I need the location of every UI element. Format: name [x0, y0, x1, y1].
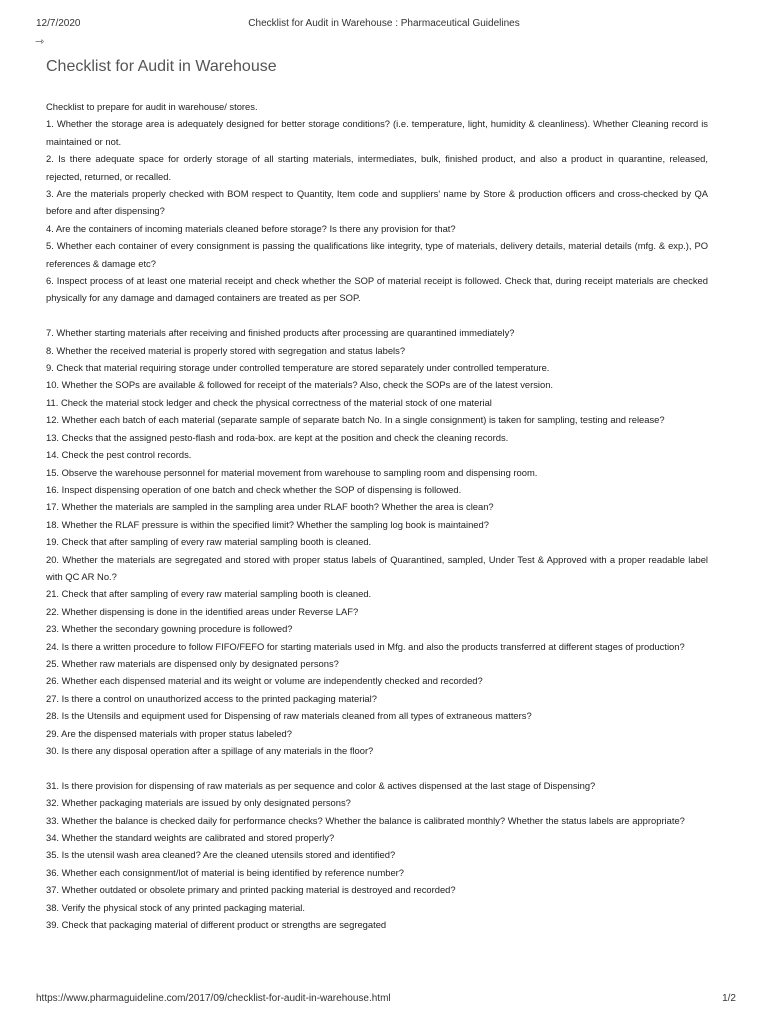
checklist-item: 1. Whether the storage area is adequately designed for better storage conditions? (i.e. temperature, light, humidity & cleanliness). Whether Cleaning record is maintained or not.: [46, 118, 708, 147]
print-header-title: Checklist for Audit in Warehouse : Pharmaceutical Guidelines: [248, 18, 520, 29]
checklist-item: 36. Whether each consignment/lot of material is being identified by reference number?: [46, 866, 405, 878]
checklist-item: 25. Whether raw materials are dispensed only by designated persons?: [46, 657, 339, 669]
checklist-item: 12. Whether each batch of each material (separate sample of separate batch No. In a single consignment) is taken for sampling, testing and release?: [46, 414, 665, 426]
page-header: [0, 18, 768, 32]
checklist-item: 35. Is the utensil wash area cleaned? Are the cleaned utensils stored and identified?: [46, 849, 396, 861]
checklist-item: 6. Inspect process of at least one material receipt and check whether the SOP of material receipt is followed. Check that, during receipt materials are checked physically for any damage and damaged containers are treated as per SOP.: [46, 275, 708, 304]
checklist-item: 28. Is the Utensils and equipment used for Dispensing of raw materials cleaned from all types of extraneous matters?: [46, 710, 532, 722]
checklist-item: 10. Whether the SOPs are available & followed for receipt of the materials? Also, check the SOPs are of the latest version.: [46, 379, 554, 391]
checklist-group-2: [46, 324, 708, 759]
checklist-item: 14. Check the pest control records.: [46, 449, 192, 461]
checklist-item: 39. Check that packaging material of different product or strengths are segregated: [46, 919, 387, 931]
checklist-item: 15. Observe the warehouse personnel for material movement from warehouse to sampling room and dispensing room.: [46, 466, 538, 478]
checklist-item: 27. Is there a control on unauthorized access to the printed packaging material?: [46, 692, 377, 704]
checklist-item: 38. Verify the physical stock of any printed packaging material.: [46, 901, 305, 913]
intro-paragraph: Checklist to prepare for audit in warehouse/ stores.: [46, 101, 258, 112]
checklist-item: 34. Whether the standard weights are calibrated and stored properly?: [46, 832, 335, 844]
print-date: 12/7/2020: [36, 18, 81, 29]
checklist-item: 19. Check that after sampling of every raw material sampling booth is cleaned.: [46, 536, 372, 548]
checklist-item: 21. Check that after sampling of every raw material sampling booth is cleaned.: [46, 588, 372, 600]
checklist-item: 5. Whether each container of every consignment is passing the qualifications like integrity, type of materials, delivery details, material details (mfg. & exp.), PO references & damage etc?: [46, 240, 708, 269]
page-title: Checklist for Audit in Warehouse: [46, 58, 277, 75]
article-body: [46, 98, 708, 933]
checklist-item: 30. Is there any disposal operation after a spillage of any materials in the floor?: [46, 745, 374, 757]
spacer: [46, 759, 708, 776]
checklist-item: 20. Whether the materials are segregated and stored with proper status labels of Quarantined, sampled, Under Test & Approved with a proper readable label with QC AR No.?: [46, 553, 708, 582]
source-url: https://www.pharmaguideline.com/2017/09/checklist-for-audit-in-warehouse.html: [36, 993, 391, 1004]
checklist-item: 32. Whether packaging materials are issued by only designated persons?: [46, 797, 351, 809]
arrow-icon: ⇾: [35, 36, 45, 48]
checklist-item: 11. Check the material stock ledger and check the physical correctness of the material stock of one material: [46, 396, 492, 408]
checklist-item: 24. Is there a written procedure to follow FIFO/FEFO for starting materials used in Mfg. and also the products transferred at different stages of production?: [46, 640, 685, 652]
checklist-item: 8. Whether the received material is properly stored with segregation and status labels?: [46, 344, 406, 356]
checklist-item: 2. Is there adequate space for orderly storage of all starting materials, intermediates, bulk, finished product, and also a product in quarantine, released, rejected, returned, or recalled.: [46, 153, 708, 182]
checklist-item: 17. Whether the materials are sampled in the sampling area under RLAF booth? Whether the area is clean?: [46, 501, 494, 513]
checklist-item: 13. Checks that the assigned pesto-flash and roda-box. are kept at the position and check the cleaning records.: [46, 431, 509, 443]
checklist-item: 37. Whether outdated or obsolete primary and printed packing material is destroyed and recorded?: [46, 884, 456, 896]
checklist-item: 26. Whether each dispensed material and its weight or volume are independently checked and recorded?: [46, 675, 483, 687]
checklist-item: 16. Inspect dispensing operation of one batch and check whether the SOP of dispensing is followed.: [46, 483, 462, 495]
checklist-item: 23. Whether the secondary gowning procedure is followed?: [46, 623, 293, 635]
checklist-item: 33. Whether the balance is checked daily for performance checks? Whether the balance is calibrated monthly? Whether the status labels are appropriate?: [46, 814, 685, 826]
checklist-item: 31. Is there provision for dispensing of raw materials as per sequence and color & actives dispensed at the last stage of Dispensing?: [46, 779, 596, 791]
checklist-item: 3. Are the materials properly checked with BOM respect to Quantity, Item code and suppliers' name by Store & production officers and cross-checked by QA before and after dispensing?: [46, 188, 708, 217]
checklist-item: 9. Check that material requiring storage under controlled temperature are stored separately under controlled temperature.: [46, 362, 550, 374]
spacer: [46, 307, 708, 324]
checklist-item: 18. Whether the RLAF pressure is within the specified limit? Whether the sampling log book is maintained?: [46, 518, 489, 530]
page-number: 1/2: [722, 993, 736, 1004]
checklist-group-1: [46, 115, 708, 306]
checklist-group-3: [46, 777, 708, 934]
checklist-item: 4. Are the containers of incoming materials cleaned before storage? Is there any provision for that?: [46, 222, 456, 234]
checklist-item: 29. Are the dispensed materials with proper status labeled?: [46, 727, 292, 739]
checklist-item: 7. Whether starting materials after receiving and finished products after processing are quarantined immediately?: [46, 327, 515, 339]
checklist-item: 22. Whether dispensing is done in the identified areas under Reverse LAF?: [46, 605, 359, 617]
